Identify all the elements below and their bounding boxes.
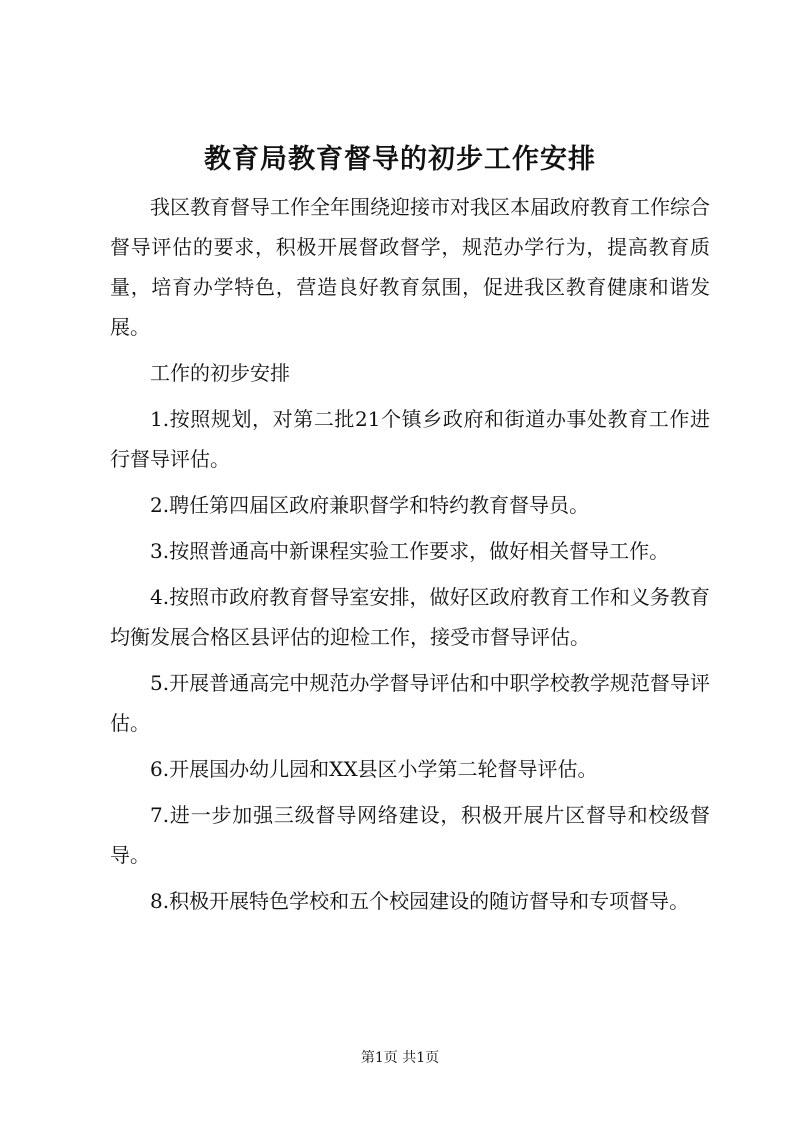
list-item-1: 1.按照规划，对第二批21个镇乡政府和街道办事处教育工作进行督导评估。 [110,407,710,471]
list-item-3: 3.按照普通高中新课程实验工作要求，做好相关督导工作。 [150,539,670,563]
list-item-8: 8.积极开展特色学校和五个校园建设的随访督导和专项督导。 [150,889,690,913]
page-footer: 第1页 共1页 [360,1050,440,1066]
intro-paragraph: 我区教育督导工作全年围绕迎接市对我区本届政府教育工作综合督导评估的要求，积极开展督政督学，规范办学行为，提高教育质量，培育办学特色，营造良好教育氛围，促进我区教育健康和谐发展。 [110,195,710,339]
document-title: 教育局教育督导的初步工作安排 [204,144,596,175]
list-item-6: 6.开展国办幼儿园和XX县区小学第二轮督导评估。 [150,757,598,781]
list-item-4: 4.按照市政府教育督导室安排，做好区政府教育工作和义务教育均衡发展合格区县评估的迎检工作，接受市督导评估。 [110,585,710,649]
document-body [110,187,710,921]
section-heading: 工作的初步安排 [150,361,290,385]
list-item-5: 5.开展普通高完中规范办学督导评估和中职学校教学规范督导评估。 [110,671,710,735]
list-item-7: 7.进一步加强三级督导网络建设，积极开展片区督导和校级督导。 [110,803,710,867]
list-item-2: 2.聘任第四届区政府兼职督学和特约教育督导员。 [150,493,590,517]
